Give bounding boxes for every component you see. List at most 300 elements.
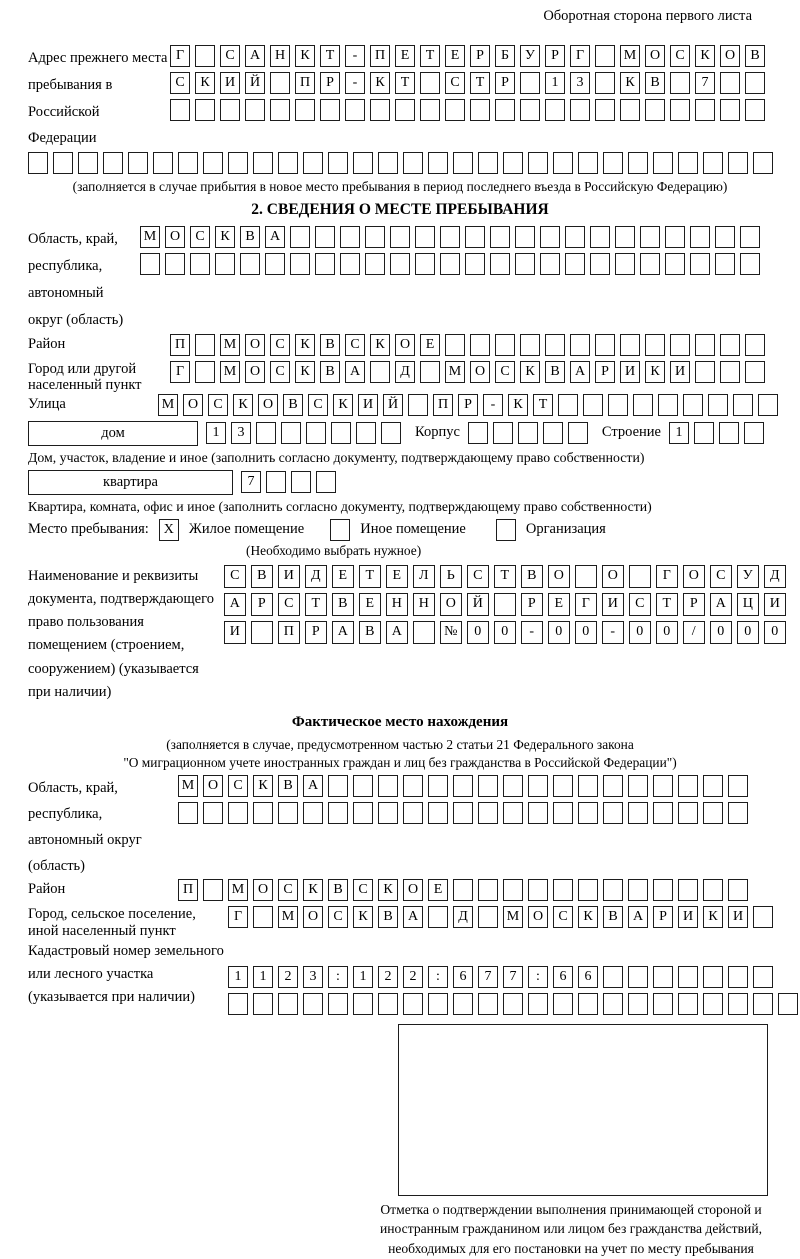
char-cell: М [178,775,198,797]
char-cell: 0 [710,621,732,644]
char-cell [578,993,598,1015]
char-cell: О [470,361,490,383]
char-cell: К [620,72,640,94]
char-cell [553,775,573,797]
char-cell: Т [470,72,490,94]
char-cell: И [728,906,748,928]
char-cell [595,72,615,94]
char-cell: Е [445,45,465,67]
char-cell [745,361,765,383]
char-cell: Т [533,394,553,416]
char-cell: М [158,394,178,416]
char-cell [315,253,335,275]
char-cell: Н [386,593,408,616]
char-cell [540,253,560,275]
char-cell: С [629,593,651,616]
char-cell [715,226,735,248]
confirmation-caption: Отметка о подтверждении выполнения принимающей стороной и иностранным гражданином или лицом без гражданства действий, необходимых для его постановки на учет по месту пребывания [380,1201,762,1257]
char-cell [356,422,376,444]
char-cell [390,226,410,248]
char-cell [615,253,635,275]
char-cell: - [345,45,365,67]
char-cell: К [578,906,598,928]
prev-address-row-full [28,152,772,174]
doc-label: Наименование и реквизиты документа, подтверждающего право пользования помещением (строением, сооружением) (указывается при наличии) [28,567,214,700]
char-cell: Р [470,45,490,67]
char-cell: А [628,906,648,928]
char-cell [378,993,398,1015]
char-cell [703,993,723,1015]
stay-type-row [28,519,772,541]
char-cell [328,993,348,1015]
char-cell: 0 [575,621,597,644]
char-cell [303,993,323,1015]
char-cell: С [278,593,300,616]
char-cell: М [620,45,640,67]
char-cell: П [170,334,190,356]
char-cell: О [203,775,223,797]
char-cell: Г [656,565,678,588]
char-cell [595,99,615,121]
char-cell [719,422,739,444]
char-cell: С [467,565,489,588]
char-cell [745,334,765,356]
char-cell: К [695,45,715,67]
char-cell [728,879,748,901]
actual-region-row-2 [178,802,772,824]
char-cell [653,775,673,797]
char-cell [453,993,473,1015]
char-cell [316,471,336,493]
char-cell [503,152,523,174]
char-cell: 1 [545,72,565,94]
char-cell: О [683,565,705,588]
char-cell: О [528,906,548,928]
char-cell: Е [395,45,415,67]
char-cell [413,621,435,644]
region-label: Область, край, республика, автономный округ (область) [28,231,124,328]
char-cell: Р [545,45,565,67]
char-cell: К [370,72,390,94]
char-cell: В [378,906,398,928]
char-cell: К [378,879,398,901]
char-cell: С [278,879,298,901]
cadastre-row-1 [228,966,772,988]
char-cell: С [170,72,190,94]
char-cell: С [228,775,248,797]
char-cell: Й [383,394,403,416]
char-cell: 2 [403,966,423,988]
stay-type-note: (Необходимо выбрать нужное) [246,542,422,558]
char-cell: : [428,966,448,988]
char-cell [728,993,748,1015]
char-cell [720,334,740,356]
char-cell: И [278,565,300,588]
char-cell: У [520,45,540,67]
char-cell [545,334,565,356]
korpus-cells [468,422,588,444]
char-cell: О [258,394,278,416]
char-cell: О [440,593,462,616]
char-cell: Т [494,565,516,588]
char-cell [553,152,573,174]
char-cell: 0 [494,621,516,644]
char-cell [645,334,665,356]
char-cell [528,993,548,1015]
char-cell [190,253,210,275]
char-cell [703,966,723,988]
section2-title: 2. СВЕДЕНИЯ О МЕСТЕ ПРЕБЫВАНИЯ [251,201,549,219]
option-label-organizatsiya: Организация [525,521,606,538]
char-cell [315,226,335,248]
char-cell [670,72,690,94]
char-cell [583,394,603,416]
char-cell [445,334,465,356]
char-cell [428,152,448,174]
char-cell [728,802,748,824]
char-cell [128,152,148,174]
actual-district-field [28,879,772,906]
char-cell [628,802,648,824]
char-cell [203,152,223,174]
char-cell [628,152,648,174]
char-cell: П [278,621,300,644]
char-cell [565,226,585,248]
option-label-inoe: Иное помещение [360,521,466,538]
char-cell [695,99,715,121]
char-cell [195,334,215,356]
char-cell [403,802,423,824]
char-cell: О [183,394,203,416]
char-cell [520,334,540,356]
char-cell [303,802,323,824]
apartment-cells [241,471,336,493]
char-cell [553,879,573,901]
char-cell: С [270,361,290,383]
char-cell [291,471,311,493]
char-cell [453,775,473,797]
char-cell [251,621,273,644]
char-cell [465,226,485,248]
char-cell [640,226,660,248]
char-cell [295,99,315,121]
char-cell [503,879,523,901]
char-cell [695,361,715,383]
char-cell [370,361,390,383]
char-cell [403,152,423,174]
prev-address-row-1 [170,45,772,67]
char-cell: И [678,906,698,928]
char-cell [428,906,448,928]
char-cell: 0 [656,621,678,644]
char-cell: Т [420,45,440,67]
char-cell: С [670,45,690,67]
char-cell [744,422,764,444]
char-cell: 0 [737,621,759,644]
char-cell [503,775,523,797]
street-row [158,394,772,416]
char-cell [203,802,223,824]
char-cell [256,422,276,444]
char-cell [653,966,673,988]
char-cell: С [328,906,348,928]
char-cell: О [602,565,624,588]
char-cell [345,99,365,121]
char-cell: Ь [440,565,462,588]
back-side-note: Оборотная сторона первого листа [543,8,752,24]
char-cell [468,422,488,444]
checkbox-inoe-pomeshchenie [330,519,350,541]
char-cell: О [548,565,570,588]
char-cell [403,775,423,797]
char-cell [353,152,373,174]
char-cell: 7 [503,966,523,988]
char-cell [678,775,698,797]
char-cell [578,802,598,824]
char-cell: - [483,394,503,416]
char-cell: С [270,334,290,356]
char-cell: С [353,879,373,901]
char-cell: Г [570,45,590,67]
char-cell [306,422,326,444]
char-cell [653,802,673,824]
actual-city-label: Город, сельское поселение, иной населенный пункт [28,906,196,940]
actual-district-label: Район [28,881,66,898]
char-cell: В [240,226,260,248]
char-cell [503,993,523,1015]
char-cell: К [295,334,315,356]
char-cell [528,775,548,797]
char-cell: В [332,593,354,616]
char-cell: М [220,334,240,356]
region-row-2 [140,253,772,275]
char-cell [740,253,760,275]
char-cell: Д [453,906,473,928]
char-cell [494,593,516,616]
char-cell: М [228,879,248,901]
char-cell: Г [170,45,190,67]
char-cell: Р [521,593,543,616]
char-cell: А [710,593,732,616]
char-cell [378,775,398,797]
char-cell [220,99,240,121]
char-cell [195,99,215,121]
char-cell [490,226,510,248]
char-cell: В [328,879,348,901]
char-cell [678,802,698,824]
char-cell [228,993,248,1015]
char-cell [390,253,410,275]
char-cell: 1 [253,966,273,988]
char-cell [690,253,710,275]
char-cell [478,775,498,797]
char-cell [195,361,215,383]
char-cell: Ц [737,593,759,616]
char-cell [603,966,623,988]
char-cell [153,152,173,174]
char-cell [408,394,428,416]
cadastre-row-2 [228,993,772,1015]
char-cell [615,226,635,248]
char-cell [453,802,473,824]
char-cell: О [245,361,265,383]
actual-region-label: Область, край, республика, автономный округ (область) [28,779,142,875]
char-cell [720,361,740,383]
char-cell: Л [413,565,435,588]
stroenie-cells [669,422,764,444]
char-cell [420,361,440,383]
char-cell [178,152,198,174]
char-cell: К [703,906,723,928]
char-cell [558,394,578,416]
char-cell: М [220,361,240,383]
char-cell: Р [653,906,673,928]
cadastre-field [28,940,772,1020]
char-cell: О [403,879,423,901]
char-cell [568,422,588,444]
char-cell [745,99,765,121]
char-cell [281,422,301,444]
char-cell [503,802,523,824]
char-cell [603,993,623,1015]
char-cell [703,775,723,797]
char-cell [753,152,773,174]
char-cell [266,471,286,493]
char-cell [678,879,698,901]
checkbox-organizatsiya [496,519,516,541]
char-cell [478,152,498,174]
doc-row-1 [224,565,780,588]
char-cell: А [570,361,590,383]
char-cell [445,99,465,121]
char-cell [228,802,248,824]
char-cell [633,394,653,416]
char-cell: К [215,226,235,248]
char-cell [303,152,323,174]
char-cell [518,422,538,444]
char-cell: И [602,593,624,616]
char-cell: Е [332,565,354,588]
char-cell: К [303,879,323,901]
char-cell: Е [428,879,448,901]
char-cell: Р [320,72,340,94]
char-cell [694,422,714,444]
char-cell: 0 [629,621,651,644]
char-cell [278,152,298,174]
char-cell [540,226,560,248]
char-cell [603,879,623,901]
char-cell [703,152,723,174]
char-cell: Р [305,621,327,644]
char-cell [603,802,623,824]
char-cell [620,99,640,121]
city-field [28,361,772,394]
char-cell [733,394,753,416]
char-cell: С [553,906,573,928]
char-cell [403,993,423,1015]
char-cell [245,99,265,121]
char-cell: К [333,394,353,416]
char-cell [490,253,510,275]
char-cell [658,394,678,416]
char-cell: М [445,361,465,383]
char-cell: : [528,966,548,988]
char-cell: А [386,621,408,644]
char-cell [353,802,373,824]
char-cell: А [345,361,365,383]
char-cell [470,334,490,356]
char-cell [493,422,513,444]
char-cell: А [265,226,285,248]
char-cell [170,99,190,121]
char-cell: Г [575,593,597,616]
char-cell: О [253,879,273,901]
char-cell: Т [656,593,678,616]
char-cell: А [245,45,265,67]
char-cell [640,253,660,275]
char-cell [478,993,498,1015]
char-cell: : [328,966,348,988]
char-cell [753,966,773,988]
char-cell [320,99,340,121]
char-cell [720,72,740,94]
char-cell: Д [395,361,415,383]
char-cell: Т [359,565,381,588]
char-cell: 3 [570,72,590,94]
char-cell [778,993,798,1015]
actual-location-title: Фактическое место нахождения [291,713,509,730]
char-cell [553,802,573,824]
char-cell [578,152,598,174]
prev-address-row-2 [170,72,772,94]
char-cell: В [320,334,340,356]
char-cell: Т [395,72,415,94]
char-cell: К [520,361,540,383]
char-cell [620,334,640,356]
char-cell [570,334,590,356]
char-cell [290,226,310,248]
actual-region-field [28,775,772,879]
char-cell: 2 [378,966,398,988]
char-cell: О [645,45,665,67]
char-cell [331,422,351,444]
char-cell [728,152,748,174]
stay-type-label: Место пребывания: [28,521,149,538]
char-cell [353,993,373,1015]
char-cell: И [670,361,690,383]
char-cell [103,152,123,174]
char-cell [270,72,290,94]
char-cell [28,152,48,174]
char-cell: О [720,45,740,67]
char-cell [570,99,590,121]
char-cell [715,253,735,275]
actual-location-note-1: (заполняется в случае, предусмотренном частью 2 статьи 21 Федерального закона [166,736,634,752]
char-cell [328,152,348,174]
prev-address-label: Адрес прежнего места пребывания в Российской Федерации [28,50,168,147]
char-cell: В [251,565,273,588]
char-cell [728,966,748,988]
region-field [28,226,772,333]
char-cell: Р [683,593,705,616]
char-cell [595,45,615,67]
char-cell: М [278,906,298,928]
char-cell [690,226,710,248]
char-cell: В [283,394,303,416]
char-cell [278,802,298,824]
char-cell: / [683,621,705,644]
prev-address-row-3 [170,99,772,121]
